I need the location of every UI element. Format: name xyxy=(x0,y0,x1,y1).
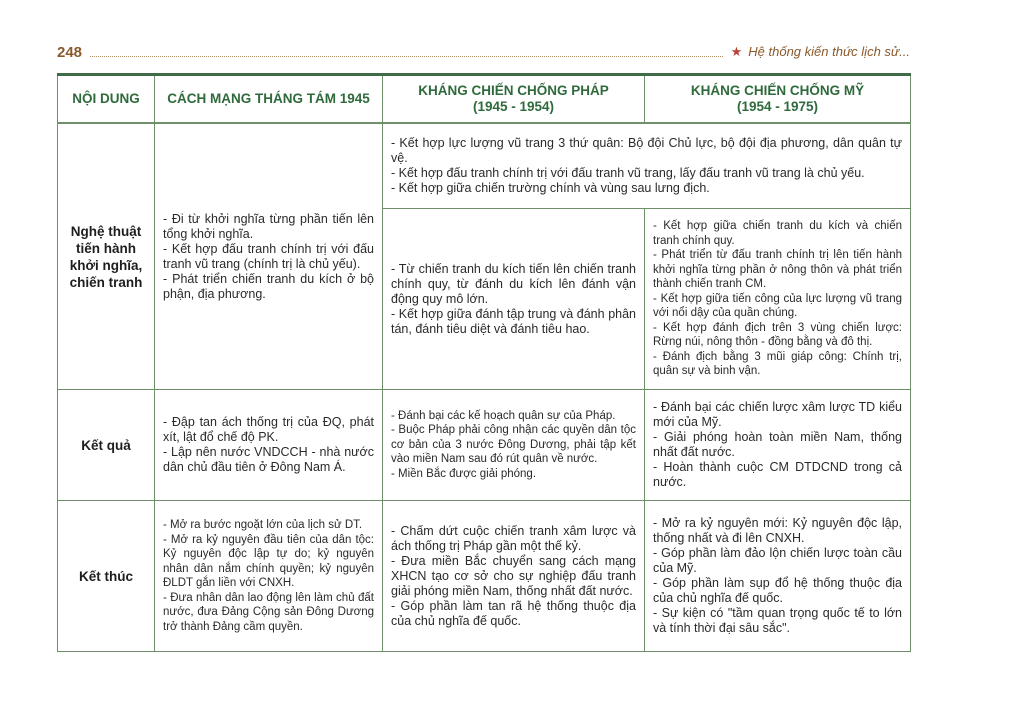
cell-line: - Góp phần làm đảo lộn chiến lược toàn cầu của Mỹ. xyxy=(653,546,902,575)
table-header-row xyxy=(58,75,911,124)
cell-line: - Kết hợp giữa chiến trường chính và vùng sau lưng địch. xyxy=(391,181,710,195)
cell-line: - Sự kiện có "tầm quan trọng quốc tế to lớn và tính thời đại sâu sắc". xyxy=(653,606,902,635)
cell-line: - Kết hợp đánh địch trên 3 vùng chiến lược: Rừng núi, nông thôn - đồng bằng và đô thị. xyxy=(653,321,902,349)
cell-line: - Đánh địch bằng 3 mũi giáp công: Chính trị, quân sự và binh vận. xyxy=(653,350,902,378)
cell-line: - Lập nên nước VNDCCH - nhà nước dân chủ đầu tiên ở Đông Nam Á. xyxy=(163,445,374,474)
cell-line: - Từ chiến tranh du kích tiến lên chiến tranh chính quy, từ đánh du kích lên đánh vận động quy mô lớn. xyxy=(391,261,636,306)
dotted-leader xyxy=(90,55,723,57)
cell-line: - Mở ra kỷ nguyên mới: Kỷ nguyên độc lập, thống nhất và đi lên CNXH. xyxy=(653,516,902,545)
running-title-text: Hệ thống kiến thức lịch sử... xyxy=(748,44,910,59)
star-icon: ★ xyxy=(730,44,743,59)
cell-line: - Đưa nhân dân lao động lên làm chủ đất nước, đưa Đảng Cộng sản Đông Dương trở thành Đảng cầm quyền. xyxy=(163,591,374,633)
cell-line: - Phát triển từ đấu tranh chính trị lên tiến hành khởi nghĩa từng phần ở nông thôn và phát triển thành chiến tranh CM. xyxy=(653,249,902,291)
cell-line: - Chấm dứt cuộc chiến tranh xâm lược và ách thống trị Pháp gần một thế kỷ. xyxy=(391,523,636,553)
column-header-content: NỘI DUNG xyxy=(58,75,155,124)
cell-line: - Kết hợp đấu tranh chính trị với đấu tranh vũ trang, lấy đấu tranh vũ trang là chủ yếu. xyxy=(391,166,865,180)
cell-line: - Giải phóng hoàn toàn miền Nam, thống nhất đất nước. xyxy=(653,430,902,459)
column-header-my: KHÁNG CHIẾN CHỐNG MỸ (1954 - 1975) xyxy=(645,75,911,124)
row-label-ket-qua: Kết quả xyxy=(58,390,155,501)
running-title xyxy=(731,44,910,60)
cell-line: - Buộc Pháp phải công nhận các quyền dân tộc cơ bản của 3 nước Đông Dương, phải tập kết vào miền Nam sau đó rút quân về nước. xyxy=(391,424,636,466)
cell-line: - Phát triển chiến tranh du kích ở bộ phận, địa phương. xyxy=(163,271,374,301)
cell-nghe-thuat-phap xyxy=(383,209,645,390)
cell-line: - Góp phần làm tan rã hệ thống thuộc địa của chủ nghĩa đế quốc. xyxy=(391,598,636,628)
table-row xyxy=(58,390,911,501)
cell-line: - Hoàn thành cuộc CM DTDCND trong cả nước. xyxy=(653,460,902,489)
page-number: 248 xyxy=(57,43,83,61)
cell-nghe-thuat-shared xyxy=(383,123,911,209)
cell-line: - Đưa miền Bắc chuyển sang cách mạng XHCN tạo cơ sở cho sự nghiệp đấu tranh giải phóng miền Nam, thống nhất đất nước. xyxy=(391,553,636,598)
cell-line: - Kết hợp đấu tranh chính trị với đấu tranh vũ trang (chính trị là chủ yếu). xyxy=(163,241,374,271)
cell-line: - Kết hợp lực lượng vũ trang 3 thứ quân: Bộ đội Chủ lực, bộ đội địa phương, dân quân tự vệ. xyxy=(391,136,902,165)
cell-line: - Đánh bại các kế hoạch quân sự của Pháp. xyxy=(391,409,616,422)
cell-line: - Kết hợp giữa đánh tập trung và đánh phân tán, đánh tiêu diệt và đánh tiêu hao. xyxy=(391,306,636,336)
history-summary-table xyxy=(57,73,911,652)
cell-line: - Miền Bắc được giải phóng. xyxy=(391,467,537,480)
cell-ket-qua-phap xyxy=(383,390,645,501)
table-row xyxy=(58,123,911,209)
page-header xyxy=(57,40,910,64)
cell-nghe-thuat-my xyxy=(645,209,911,390)
row-label-ket-thuc: Kết thúc xyxy=(58,501,155,652)
cell-line: - Mở ra bước ngoặt lớn của lịch sử DT. xyxy=(163,519,363,531)
cell-ket-qua-cmt8 xyxy=(155,390,383,501)
cell-ket-thuc-phap xyxy=(383,501,645,652)
cell-ket-qua-my xyxy=(645,390,911,501)
cell-ket-thuc-my xyxy=(645,501,911,652)
row-label-nghe-thuat: Nghệ thuật tiến hành khởi nghĩa, chiến tranh xyxy=(58,123,155,390)
table-row xyxy=(58,501,911,652)
cell-line: - Kết hợp giữa chiến tranh du kích và chiến tranh chính quy. xyxy=(653,220,902,247)
cell-nghe-thuat-cmt8 xyxy=(155,123,383,390)
column-header-cmt8: CÁCH MẠNG THÁNG TÁM 1945 xyxy=(155,75,383,124)
cell-line: - Đánh bại các chiến lược xâm lược TD kiểu mới của Mỹ. xyxy=(653,400,902,429)
column-header-phap: KHÁNG CHIẾN CHỐNG PHÁP (1945 - 1954) xyxy=(383,75,645,124)
cell-line: - Đập tan ách thống trị của ĐQ, phát xít, lật đổ chế độ PK. xyxy=(163,415,374,444)
cell-line: - Đi từ khởi nghĩa từng phần tiến lên tổng khởi nghĩa. xyxy=(163,211,374,241)
cell-line: - Mở ra kỷ nguyên đầu tiên của dân tộc: Kỷ nguyên độc lập tự do; kỷ nguyên nhân dân nắm chính quyền; kỷ nguyên ĐLDT gắn liền với CNXH. xyxy=(163,533,374,589)
cell-line: - Góp phần làm sụp đổ hệ thống thuộc địa của chủ nghĩa đế quốc. xyxy=(653,576,902,605)
cell-line: - Kết hợp giữa tiến công của lực lượng vũ trang với nổi dậy của quần chúng. xyxy=(653,292,902,320)
cell-ket-thuc-cmt8 xyxy=(155,501,383,652)
